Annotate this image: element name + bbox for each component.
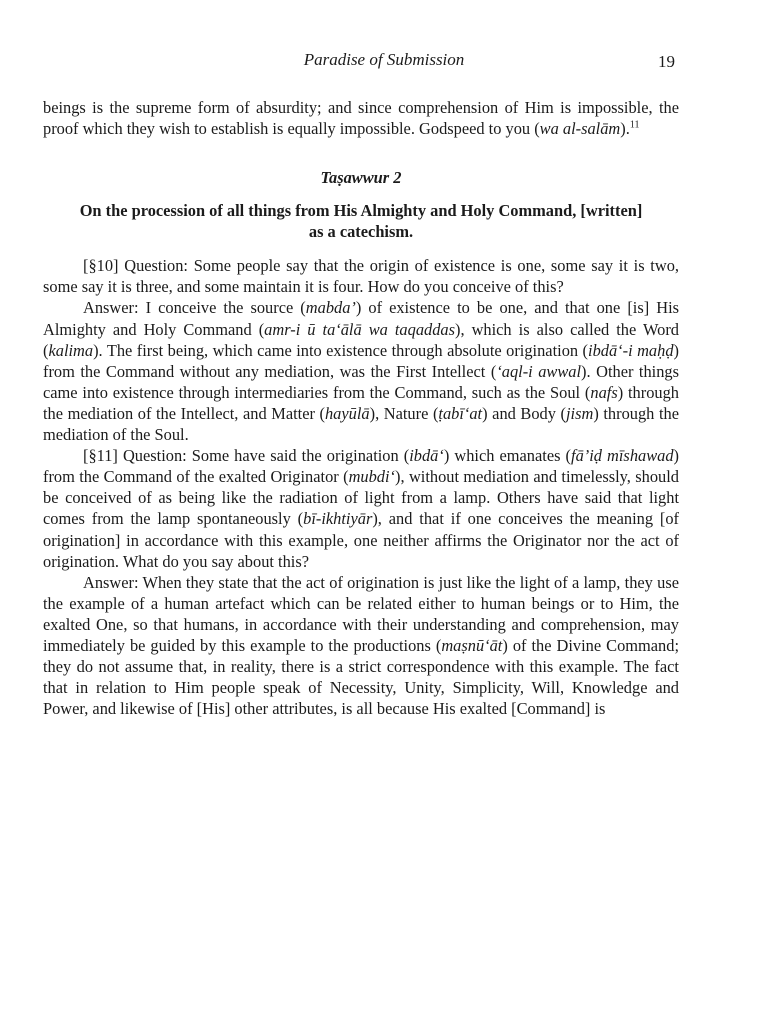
footnote-marker[interactable]: 11 xyxy=(629,119,640,131)
body-text xyxy=(43,97,679,719)
paragraph-continuation: beings is the supreme form of absurdity; and since comprehension of Him is impossible, the proof which they wish to establish is equally impossible. Godspeed to you (wa al-salām).$^{11}$ xyxy=(43,98,679,139)
paragraph-question-10: [§10] Question: Some people say that the origin of existence is one, some say it is two, some say it is three, and some maintain it is four. How do you conceive of this? xyxy=(43,256,679,297)
section-title: On the procession of all things from His Almighty and Holy Command, [written] as a catechism. xyxy=(79,201,643,242)
paragraph-answer-11: Answer: When they state that the act of origination is just like the light of a lamp, they use the example of a human artefact which can be related either to human beings or to Him, the exalted One, so that humans, in accordance with their understanding and comprehension, may immediately be guided by this example to the productions (maṣnū‘āt) of the Divine Command; they do not assume that, in reality, there is a strict correspondence with this example. The fact that in relation to Him people speak of Necessity, Unity, Simplicity, Will, Knowledge and Power, and likewise of [His] other attributes, is all because His exalted [Command] is xyxy=(43,572,680,719)
paragraph-answer-10: Answer: I conceive the source (mabda’) of existence to be one, and that one [is] His Almighty and Holy Command (amr-i ū ta‘ālā wa taqaddas), which is also called the Word (kalima). The first being, which came into existence through absolute origination (ibdā‘-i maḥḍ) from the Command without any mediation, was the First Intellect (‘aql-i awwal). Other things came into existence through intermediaries from the Command, such as the Soul (nafs) through the mediation of the Intellect, and Matter (hayūlā), Nature (ṭabī‘at) and Body (jism) through the mediation of the Soul. xyxy=(43,298,680,445)
page-number: 19 xyxy=(658,52,675,71)
section-label: Taṣawwur 2 xyxy=(320,168,402,188)
running-head-title: Paradise of Submission xyxy=(303,50,465,69)
paragraph-question-11: [§11] Question: Some have said the origination (ibdā‘) which emanates (fā’iḍ mīshawad) from the Command of the exalted Originator (mubdi‘), without mediation and timelessly, should be conceived of as being like the radiation of light from a lamp. Others have said that light comes from the lamp spontaneously (bī-ikhtiyār), and that if one conceives the meaning [of origination] in accordance with this example, one neither affirms the Originator nor the act of origination. What do you say about this? xyxy=(43,446,679,571)
